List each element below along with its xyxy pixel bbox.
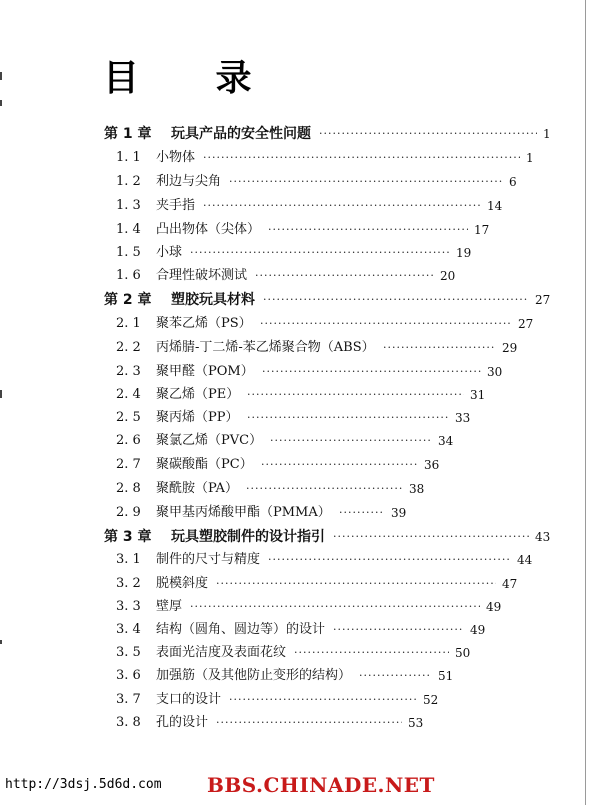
toc-number: 1. 2 <box>116 174 141 189</box>
toc-number: 2. 9 <box>116 505 141 520</box>
toc-page-number: 1 <box>526 151 534 165</box>
page-title: 目 录 <box>103 58 284 99</box>
toc-leader-dots <box>333 527 529 547</box>
toc-leader-dots <box>247 385 464 405</box>
toc-number: 3. 3 <box>116 599 141 614</box>
toc-section-row <box>0 713 601 733</box>
toc-title: 合理性破坏测试 <box>156 268 248 283</box>
toc-title: 聚碳酸酯（PC） <box>156 457 253 472</box>
toc-title: 结构（圆角、圆边等）的设计 <box>156 622 326 637</box>
toc-title: 凸出物体（尖体） <box>156 222 261 237</box>
toc-number: 3. 2 <box>116 576 141 591</box>
toc-title: 支口的设计 <box>156 692 222 707</box>
toc-number: 3. 1 <box>116 552 141 567</box>
toc-number: 2. 8 <box>116 481 141 496</box>
toc-number: 3. 8 <box>116 715 141 730</box>
toc-section-row <box>0 172 601 192</box>
toc-leader-dots <box>268 550 511 570</box>
toc-page-number: 31 <box>470 388 486 402</box>
footer-url: http://3dsj.5d6d.com <box>5 777 162 792</box>
toc-page-number: 36 <box>424 458 440 472</box>
toc-section-row <box>0 243 601 263</box>
toc-number: 1. 5 <box>116 245 141 260</box>
toc-section-row <box>0 431 601 451</box>
toc-number: 第 1 章 <box>104 126 152 142</box>
toc-section-row <box>0 620 601 640</box>
toc-section-row <box>0 666 601 686</box>
toc-number: 2. 2 <box>116 340 141 355</box>
toc-page-number: 49 <box>486 600 502 614</box>
toc-number: 1. 3 <box>116 198 141 213</box>
toc-page-number: 51 <box>438 669 454 683</box>
toc-number: 2. 1 <box>116 316 141 331</box>
toc-leader-dots <box>261 455 418 475</box>
toc-leader-dots <box>270 431 432 451</box>
toc-page-number: 43 <box>535 530 551 544</box>
toc-leader-dots <box>339 503 385 523</box>
toc-number: 第 2 章 <box>104 292 152 308</box>
toc-leader-dots <box>333 620 464 640</box>
toc-leader-dots <box>246 479 403 499</box>
toc-page-number: 38 <box>409 482 425 496</box>
toc-leader-dots <box>262 362 481 382</box>
toc-chapter-row <box>0 290 601 310</box>
toc-section-row <box>0 385 601 405</box>
toc-title: 制件的尺寸与精度 <box>156 552 261 567</box>
toc-number: 1. 6 <box>116 268 141 283</box>
toc-title: 孔的设计 <box>156 715 209 730</box>
toc-page-number: 53 <box>408 716 424 730</box>
toc-leader-dots <box>294 643 449 663</box>
toc-number: 第 3 章 <box>104 529 152 545</box>
toc-number: 3. 5 <box>116 645 141 660</box>
toc-leader-dots <box>359 666 432 686</box>
toc-title: 聚甲醛（POM） <box>156 364 254 379</box>
toc-section-row <box>0 503 601 523</box>
toc-leader-dots <box>229 690 417 710</box>
toc-page-number: 49 <box>470 623 486 637</box>
toc-leader-dots <box>190 243 450 263</box>
toc-title: 聚乙烯（PE） <box>156 387 240 402</box>
toc-section-row <box>0 643 601 663</box>
toc-number: 2. 6 <box>116 433 141 448</box>
toc-section-row <box>0 196 601 216</box>
toc-page-number: 20 <box>440 269 456 283</box>
toc-title: 聚甲基丙烯酸甲酯（PMMA） <box>156 505 331 520</box>
toc-leader-dots <box>319 124 537 144</box>
toc-section-row <box>0 455 601 475</box>
toc-section-row <box>0 690 601 710</box>
toc-number: 3. 6 <box>116 668 141 683</box>
toc-title: 小物体 <box>156 150 196 165</box>
toc-leader-dots <box>216 574 496 594</box>
toc-section-row <box>0 314 601 334</box>
toc-title: 壁厚 <box>156 599 183 614</box>
toc-page-number: 39 <box>391 506 407 520</box>
toc-section-row <box>0 550 601 570</box>
toc-page-number: 47 <box>502 577 518 591</box>
toc-chapter-row <box>0 527 601 547</box>
toc-page-number: 17 <box>474 223 490 237</box>
toc-number: 2. 4 <box>116 387 141 402</box>
toc-title: 丙烯腈-丁二烯-苯乙烯聚合物（ABS） <box>156 340 375 355</box>
toc-title: 小球 <box>156 245 183 260</box>
toc-chapter-row <box>0 124 601 144</box>
toc-page-number: 27 <box>518 317 534 331</box>
toc-page-number: 19 <box>456 246 472 260</box>
toc-title: 聚酰胺（PA） <box>156 481 238 496</box>
toc-title: 玩具产品的安全性问题 <box>171 126 311 142</box>
toc-title: 脱模斜度 <box>156 576 209 591</box>
toc-leader-dots <box>229 172 503 192</box>
toc-number: 2. 7 <box>116 457 141 472</box>
toc-page-number: 52 <box>423 693 439 707</box>
toc-page-number: 50 <box>455 646 471 660</box>
toc-number: 3. 7 <box>116 692 141 707</box>
toc-section-row <box>0 408 601 428</box>
toc-number: 1. 4 <box>116 222 141 237</box>
toc-page-number: 44 <box>517 553 533 567</box>
toc-page-number: 1 <box>543 127 551 141</box>
toc-leader-dots <box>383 338 496 358</box>
toc-leader-dots <box>216 713 402 733</box>
toc-section-row <box>0 148 601 168</box>
toc-section-row <box>0 266 601 286</box>
toc-title: 表面光洁度及表面花纹 <box>156 645 287 660</box>
toc-title: 聚丙烯（PP） <box>156 410 239 425</box>
toc-number: 3. 4 <box>116 622 141 637</box>
toc-page-number: 29 <box>502 341 518 355</box>
toc-section-row <box>0 338 601 358</box>
toc-title: 玩具塑胶制件的设计指引 <box>171 529 325 545</box>
toc-leader-dots <box>203 148 520 168</box>
toc-title: 利边与尖角 <box>156 174 222 189</box>
toc-number: 2. 5 <box>116 410 141 425</box>
toc-page-number: 33 <box>455 411 471 425</box>
toc-number: 1. 1 <box>116 150 141 165</box>
toc-title: 聚氯乙烯（PVC） <box>156 433 263 448</box>
toc-page-number: 27 <box>535 293 551 307</box>
toc-page-number: 34 <box>438 434 454 448</box>
toc-section-row <box>0 574 601 594</box>
toc-page-number: 6 <box>509 175 517 189</box>
toc-section-row <box>0 479 601 499</box>
toc-number: 2. 3 <box>116 364 141 379</box>
footer-watermark: BBS.CHINADE.NET <box>207 773 435 797</box>
toc-leader-dots <box>203 196 481 216</box>
toc-title: 加强筋（及其他防止变形的结构） <box>156 668 352 683</box>
toc-leader-dots <box>255 266 434 286</box>
toc-page-number: 14 <box>487 199 503 213</box>
toc-title: 夹手指 <box>156 198 196 213</box>
toc-leader-dots <box>268 220 468 240</box>
toc-title: 聚苯乙烯（PS） <box>156 316 252 331</box>
toc-leader-dots <box>190 597 480 617</box>
toc-title: 塑胶玩具材料 <box>171 292 255 308</box>
toc-section-row <box>0 220 601 240</box>
toc-section-row <box>0 362 601 382</box>
toc-leader-dots <box>247 408 449 428</box>
toc-page-number: 30 <box>487 365 503 379</box>
toc-section-row <box>0 597 601 617</box>
toc-leader-dots <box>263 290 529 310</box>
toc-leader-dots <box>260 314 512 334</box>
